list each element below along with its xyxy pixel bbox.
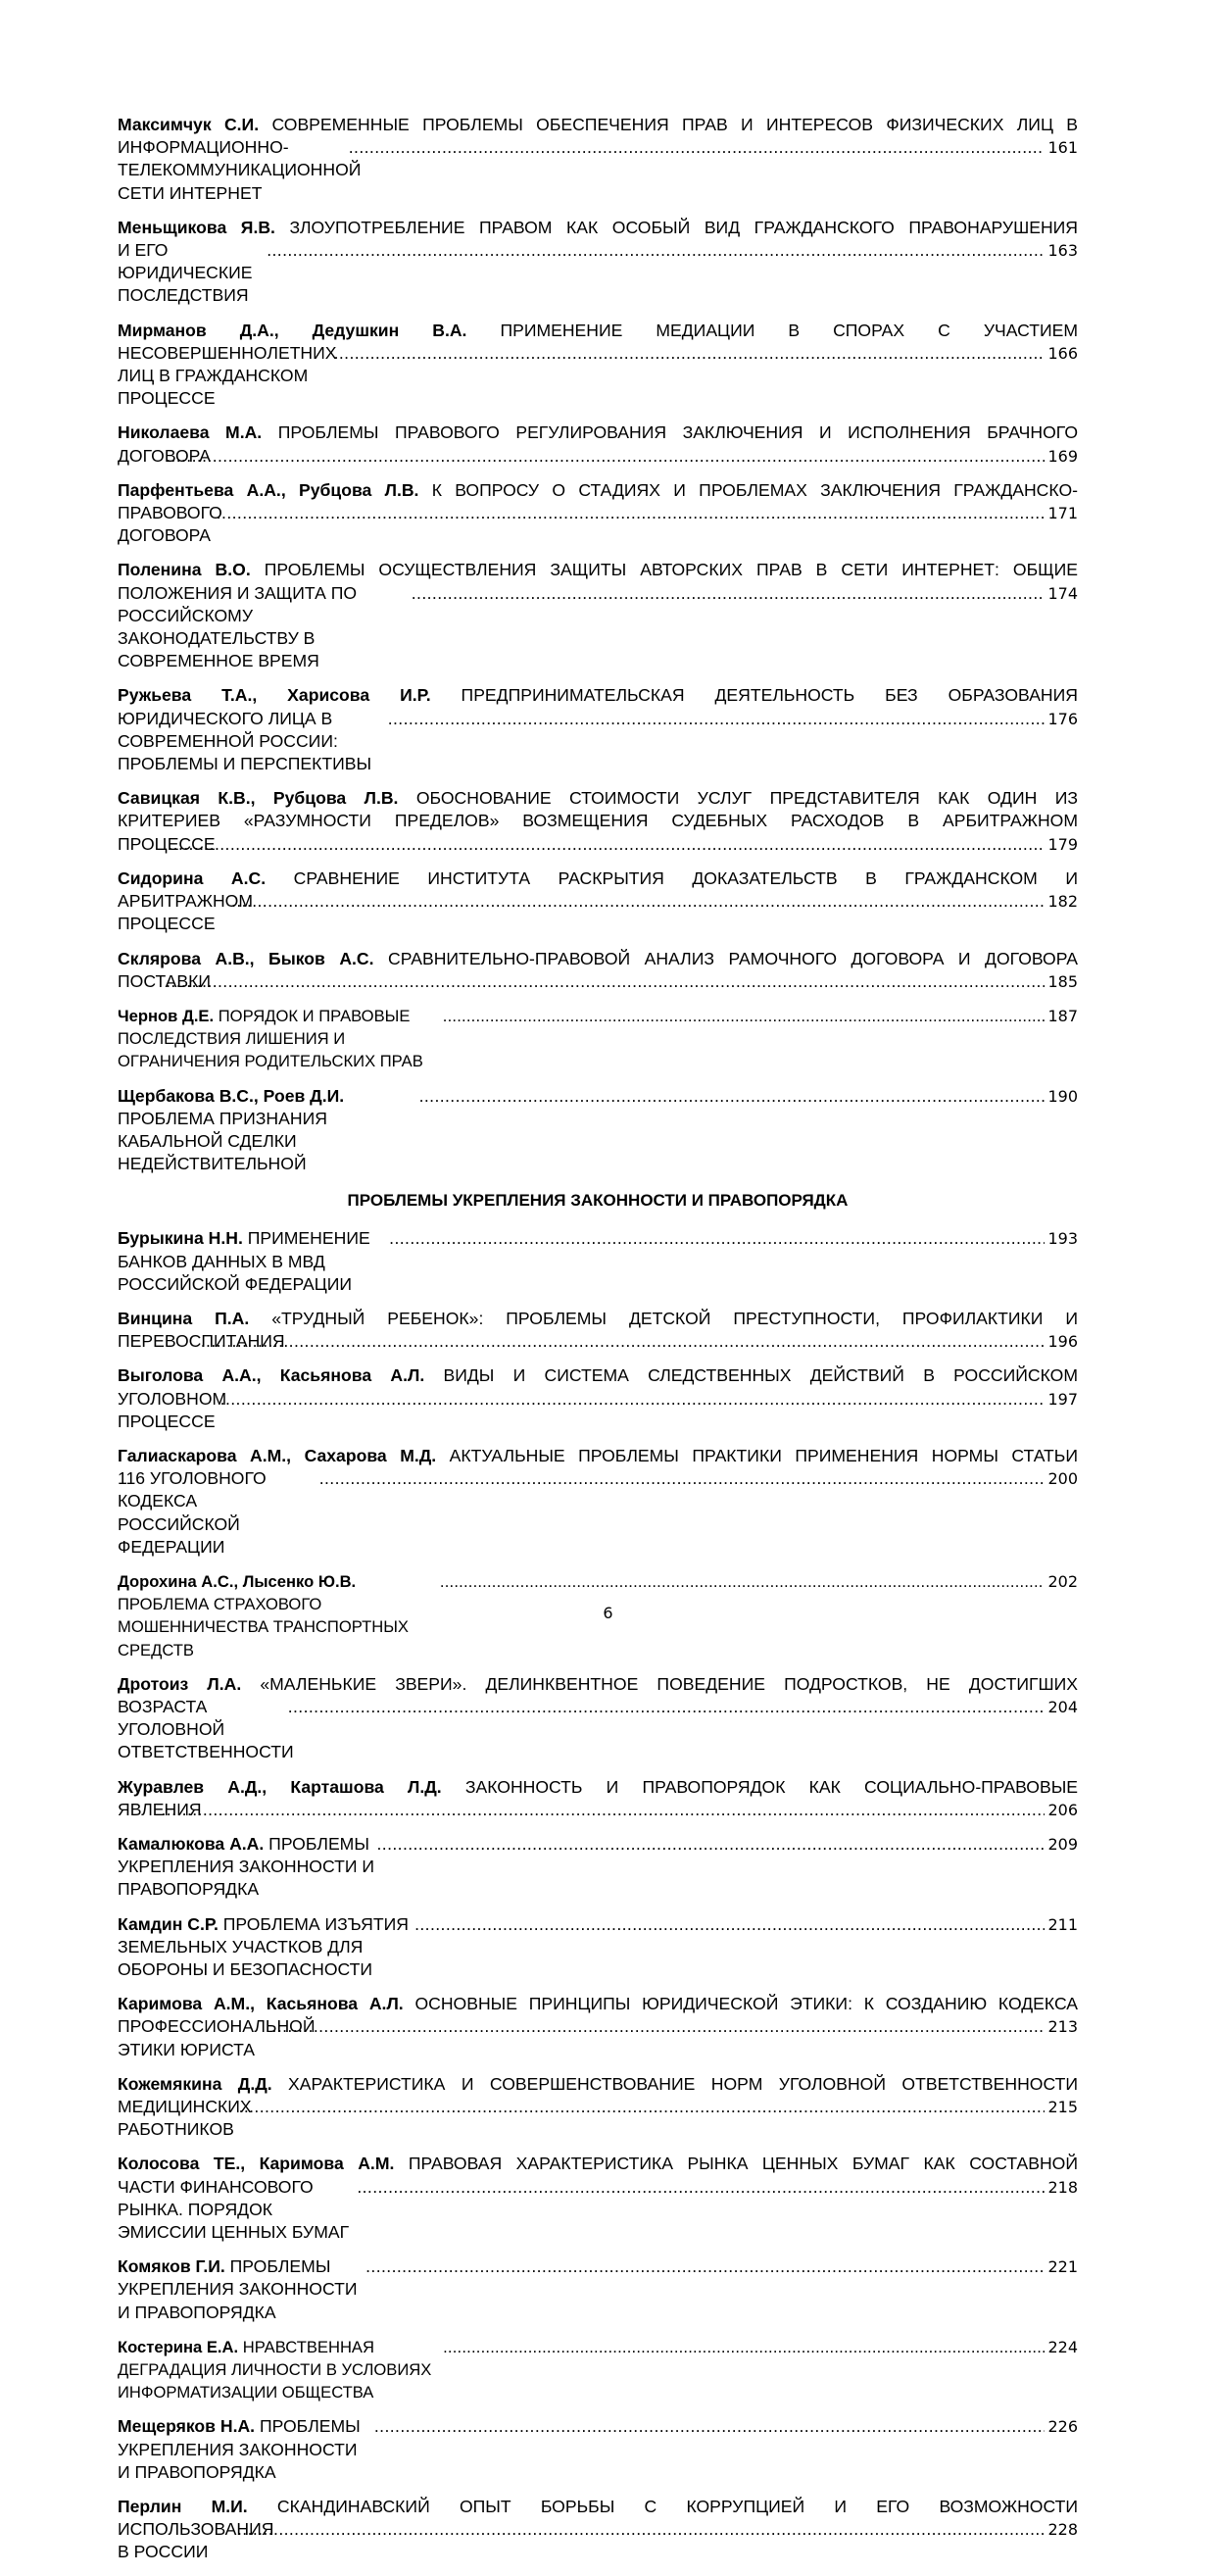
dot-leader (374, 2415, 1046, 2438)
toc-entry-first-line (118, 2496, 1078, 2518)
dot-leader (217, 502, 1046, 524)
toc-entry (118, 1364, 1078, 1433)
toc-entry-last-line (118, 1799, 1078, 1821)
toc-entry-page: 169 (1047, 446, 1078, 466)
toc-entry (118, 1833, 1078, 1902)
toc-entry-title-part: К ВОПРОСУ О СТАДИЯХ И ПРОБЛЕМАХ ЗАКЛЮЧЕНИЯ ГРАЖДАНСКО- (431, 479, 1078, 500)
toc-entry-last-line (118, 2518, 1078, 2563)
toc-entry-author: Выголова А.А., Касьянова А.Л. (118, 1365, 425, 1386)
page-number: 6 (603, 1604, 613, 1622)
toc-entry-title-part: ВИДЫ И СИСТЕМА СЛЕДСТВЕННЫХ ДЕЙСТВИЙ В РОССИЙСКОМ (443, 1365, 1079, 1386)
toc-entry-title-part: ПРИМЕНЕНИЕ МЕДИАЦИИ В СПОРАХ С УЧАСТИЕМ (500, 320, 1078, 340)
toc-entry (118, 217, 1078, 308)
toc-entry-title-part: ЗАКОННОСТЬ И ПРАВОПОРЯДОК КАК СОЦИАЛЬНО-ПРАВОВЫЕ (464, 1776, 1078, 1797)
toc-entry-title-part: ПРЕДПРИНИМАТЕЛЬСКАЯ ДЕЯТЕЛЬНОСТЬ БЕЗ ОБРАЗОВАНИЯ (461, 685, 1078, 706)
dot-leader (389, 1227, 1045, 1250)
toc-entry-title-part: ИСПОЛЬЗОВАНИЯ В РОССИИ (118, 2519, 274, 2562)
toc-entry-author: Дорохина А.С., Лысенко Ю.В. (118, 1571, 357, 1591)
dot-leader (239, 2096, 1046, 2118)
toc-entry-line (118, 2336, 1078, 2404)
toc-entry-line (118, 2415, 1078, 2484)
toc-entry-last-line (118, 342, 1078, 411)
toc-entry-page: 206 (1047, 1800, 1078, 1819)
toc-entry-first-line (118, 1308, 1078, 1330)
section-heading: ПРОБЛЕМЫ УКРЕПЛЕНИЯ ЗАКОННОСТИ И ПРАВОПОРЯДКА (347, 1191, 849, 1211)
toc-entry-page: 204 (1047, 1697, 1078, 1716)
toc-entry-first-line (118, 421, 1078, 444)
toc-entry-author: Камалюкова А.А. (118, 1834, 265, 1854)
toc-entry (118, 2255, 1078, 2324)
toc-entry-title-part: КРИТЕРИЕВ «РАЗУМНОСТИ ПРЕДЕЛОВ» ВОЗМЕЩЕНИЯ СУДЕБНЫХ РАСХОДОВ В АРБИТРАЖНОМ (118, 811, 1078, 831)
toc-entry (118, 1445, 1078, 1559)
toc-entry-last-line (118, 970, 1078, 993)
dot-leader (272, 2015, 1046, 2038)
toc-entry-page: 182 (1047, 892, 1078, 912)
toc-entry-first-line (118, 1776, 1078, 1799)
toc-entry (118, 787, 1078, 856)
toc-entry-author: Перлин М.И. (118, 2497, 248, 2517)
toc-entry-page: 196 (1047, 1332, 1078, 1352)
toc-entry-title-part: НЕСОВЕРШЕННОЛЕТНИХ ЛИЦ В ГРАЖДАНСКОМ ПРОЦЕССЕ (118, 342, 337, 409)
toc-entry-page: 224 (1047, 2337, 1078, 2356)
toc-entry (118, 1673, 1078, 1764)
toc-entry (118, 684, 1078, 775)
toc-entry-author: Мещеряков Н.А. (118, 2416, 256, 2437)
toc-entry (118, 1913, 1078, 1982)
toc-entry-author: Камдин С.Р. (118, 1913, 219, 1934)
toc-entry-title-part: ПРОЦЕССЕ (118, 833, 216, 854)
toc-entry-author: Каримова А.М., Касьянова А.Л. (118, 1994, 404, 2014)
toc-entry-last-line (118, 833, 1078, 856)
dot-leader (162, 1799, 1046, 1821)
toc-entry (118, 1227, 1078, 1296)
dot-leader (443, 1005, 1046, 1027)
toc-entry-title-part: ПОЛОЖЕНИЯ И ЗАЩИТА ПО РОССИЙСКОМУ ЗАКОНОДАТЕЛЬСТВУ В СОВРЕМЕННОЕ ВРЕМЯ (118, 582, 358, 671)
toc-entry-page: 166 (1047, 343, 1078, 363)
toc-entry-last-line (118, 1330, 1078, 1353)
toc-entry-title: ПРОБЛЕМА ПРИЗНАНИЯ КАБАЛЬНОЙ СДЕЛКИ НЕДЕЙСТВИТЕЛЬНОЙ (118, 1108, 327, 1174)
toc-entry-author: Кожемякина Д.Д. (118, 2073, 272, 2094)
toc-entry-title-part: ОСНОВНЫЕ ПРИНЦИПЫ ЮРИДИЧЕСКОЙ ЭТИКИ: К СОЗДАНИЮ КОДЕКСА (414, 1994, 1079, 2014)
toc-entry-title-part: ПЕРЕВОСПИТАНИЯ (118, 1331, 285, 1352)
toc-entry-last-line (118, 2015, 1078, 2060)
toc-entry-page: 211 (1047, 1914, 1078, 1934)
toc-entry-first-line (118, 948, 1078, 970)
toc-entry-page: 176 (1047, 709, 1078, 728)
toc-entry-author: Максимчук С.И. (118, 115, 260, 134)
toc-entry-title-part: 116 УГОЛОВНОГО КОДЕКСА РОССИЙСКОЙ ФЕДЕРАЦИИ (118, 1468, 267, 1557)
dot-leader (419, 1085, 1046, 1108)
toc-entry-author: Склярова А.В., Быков А.С. (118, 948, 374, 968)
dot-leader (443, 2336, 1045, 2358)
toc-entry-title-part: ЧАСТИ ФИНАНСОВОГО РЫНКА. ПОРЯДОК ЭМИССИИ ЦЕННЫХ БУМАГ (118, 2176, 350, 2243)
toc-entry-title-part: ЯВЛЕНИЯ (118, 1799, 202, 1819)
dot-leader (357, 2176, 1045, 2199)
toc-entry-page: 187 (1047, 1006, 1078, 1025)
toc-entry-title: ПРИМЕНЕНИЕ БАНКОВ ДАННЫХ В МВД РОССИЙСКОЙ ФЕДЕРАЦИИ (118, 1228, 370, 1294)
toc-entry-last-line (118, 239, 1078, 308)
toc-entry-author: Мирманов Д.А., Дедушкин В.А. (118, 320, 467, 340)
toc-entry-text (118, 1005, 443, 1073)
toc-entry-page: 202 (1047, 1571, 1078, 1591)
toc-entry-first-line (118, 2153, 1078, 2175)
toc-entry-first-line (118, 684, 1078, 707)
toc-entry (118, 320, 1078, 411)
toc-entry-page: 209 (1047, 1835, 1078, 1854)
toc-entry-author: Поленина В.О. (118, 560, 251, 580)
toc-entry-page: 200 (1047, 1469, 1078, 1489)
toc-entry-title-part: ПРОБЛЕМЫ ОСУЩЕСТВЛЕНИЯ ЗАЩИТЫ АВТОРСКИХ ПРАВ В СЕТИ ИНТЕРНЕТ: ОБЩИЕ (264, 560, 1078, 580)
toc-entry-author: Костерина Е.А. (118, 2337, 239, 2356)
toc-entry-first-line (118, 1445, 1078, 1467)
dot-leader (288, 1696, 1046, 1718)
toc-entry-author: Колосова ТЕ., Каримова А.М. (118, 2154, 395, 2174)
toc-entry-first-line (118, 217, 1078, 239)
toc-entry (118, 421, 1078, 467)
toc-entry (118, 1776, 1078, 1821)
toc-entry-author: Меньщикова Я.В. (118, 217, 275, 237)
toc-entry-title-part: ИНФОРМАЦИОННО-ТЕЛЕКОММУНИКАЦИОННОЙ СЕТИ ИНТЕРНЕТ (118, 137, 362, 203)
toc-entry-page: 179 (1047, 834, 1078, 854)
toc-entry-first-line (118, 1364, 1078, 1387)
toc-entry-line (118, 1005, 1078, 1073)
toc-entry (118, 1005, 1078, 1073)
toc-entry-title-part: ЗЛОУПОТРЕБЛЕНИЕ ПРАВОМ КАК ОСОБЫЙ ВИД ГРАЖДАНСКОГО ПРАВОНАРУШЕНИЯ (289, 217, 1078, 237)
toc-entry-text (118, 2255, 365, 2324)
dot-leader (319, 1467, 1046, 1490)
toc-entry-author: Николаева М.А. (118, 422, 263, 443)
toc-entry-author: Щербакова В.С., Роев Д.И. (118, 1085, 345, 1106)
toc-entry-title-part: ОБОСНОВАНИЕ СТОИМОСТИ УСЛУГ ПРЕДСТАВИТЕЛЯ КАК ОДИН ИЗ (415, 788, 1078, 809)
toc-entry-text (118, 1913, 414, 1982)
dot-leader (414, 1913, 1045, 1936)
toc-entry-first-line (118, 479, 1078, 502)
dot-leader (201, 1330, 1046, 1353)
toc-group-law-and-order (118, 1227, 1078, 2563)
toc-entry-author: Винцина П.А. (118, 1308, 250, 1328)
toc-entry (118, 2073, 1078, 2142)
toc-entry-title: ПРОБЛЕМЫ УКРЕПЛЕНИЯ ЗАКОННОСТИ И ПРАВОПОРЯДКА (118, 2416, 361, 2482)
toc-entry-last-line (118, 890, 1078, 935)
toc-entry-last-line (118, 136, 1078, 205)
toc-entry-title-part: ПРАВОВАЯ ХАРАКТЕРИСТИКА РЫНКА ЦЕННЫХ БУМАГ КАК СОСТАВНОЙ (408, 2154, 1078, 2174)
toc-entry (118, 1993, 1078, 2061)
toc-entry-first-line (118, 1993, 1078, 2015)
toc-entry-title: ПРОБЛЕМА ИЗЪЯТИЯ ЗЕМЕЛЬНЫХ УЧАСТКОВ ДЛЯ ОБОРОНЫ И БЕЗОПАСНОСТИ (118, 1913, 409, 1980)
toc-entry-author: Савицкая К.В., Рубцова Л.В. (118, 788, 399, 809)
toc-entry-page: 193 (1047, 1229, 1078, 1249)
dot-leader (440, 1570, 1046, 1593)
toc-entry (118, 1308, 1078, 1353)
toc-entry-first-line (118, 2073, 1078, 2096)
toc-entry (118, 479, 1078, 548)
dot-leader (267, 239, 1045, 262)
toc-entry-title-part: ДОГОВОРА (118, 445, 211, 466)
dot-leader (349, 136, 1046, 159)
toc-entry-author: Сидорина А.С. (118, 867, 267, 888)
toc-entry-title-part: МЕДИЦИНСКИХ РАБОТНИКОВ (118, 2097, 252, 2140)
toc-entry-last-line (118, 445, 1078, 468)
toc-entry-text (118, 1085, 419, 1176)
toc-entry (118, 2336, 1078, 2404)
toc-entry-page: 221 (1047, 2257, 1078, 2277)
dot-leader (377, 1833, 1046, 1856)
toc-entry-page: 190 (1047, 1086, 1078, 1106)
table-of-contents (118, 114, 1078, 2576)
toc-entry (118, 1085, 1078, 1176)
toc-group-civil-law (118, 114, 1078, 1175)
toc-entry-author: Дротоиз Л.А. (118, 1673, 242, 1694)
toc-entry-title-part: СРАВНЕНИЕ ИНСТИТУТА РАСКРЫТИЯ ДОКАЗАТЕЛЬСТВ В ГРАЖДАНСКОМ И (293, 867, 1078, 888)
toc-entry-title-part: УГОЛОВНОМ ПРОЦЕССЕ (118, 1388, 227, 1431)
toc-entry-line (118, 1833, 1078, 1902)
toc-entry-title-part: СКАНДИНАВСКИЙ ОПЫТ БОРЬБЫ С КОРРУПЦИЕЙ И ЕГО ВОЗМОЖНОСТИ (276, 2497, 1079, 2517)
dot-leader (166, 970, 1045, 993)
toc-entry-page: 215 (1047, 2098, 1078, 2117)
toc-entry-title-part: АРБИТРАЖНОМ ПРОЦЕССЕ (118, 891, 253, 934)
toc-entry-page: 218 (1047, 2177, 1078, 2197)
toc-entry-last-line (118, 2176, 1078, 2245)
toc-entry-title: ПРОБЛЕМА СТРАХОВОГО МОШЕННИЧЕСТВА ТРАНСПОРТНЫХ СРЕДСТВ (118, 1595, 409, 1660)
toc-entry-page: 213 (1047, 2017, 1078, 2037)
toc-entry-line (118, 1227, 1078, 1296)
dot-leader (237, 2518, 1045, 2541)
toc-entry (118, 2153, 1078, 2244)
toc-entry (118, 867, 1078, 936)
toc-entry-page: 185 (1047, 971, 1078, 991)
toc-entry-title-part: СОВРЕМЕННЫЕ ПРОБЛЕМЫ ОБЕСПЕЧЕНИЯ ПРАВ И ИНТЕРЕСОВ ФИЗИЧЕСКИХ ЛИЦ В (271, 115, 1079, 134)
toc-entry-title-part: И ЕГО ЮРИДИЧЕСКИЕ ПОСЛЕДСТВИЯ (118, 240, 253, 306)
toc-entry-author: Комяков Г.И. (118, 2256, 225, 2277)
toc-entry-title-part: ПРАВОВОГО ДОГОВОРА (118, 503, 222, 546)
toc-entry-title-part: ПРОБЛЕМЫ ПРАВОВОГО РЕГУЛИРОВАНИЯ ЗАКЛЮЧЕНИЯ И ИСПОЛНЕНИЯ БРАЧНОГО (277, 422, 1079, 443)
toc-entry-last-line (118, 2096, 1078, 2141)
dot-leader (412, 582, 1046, 605)
toc-entry-author: Ружьева Т.А., Харисова И.Р. (118, 685, 431, 706)
toc-entry-page: 174 (1047, 583, 1078, 603)
toc-entry-text (118, 2415, 374, 2484)
toc-entry-title-part: ХАРАКТЕРИСТИКА И СОВЕРШЕНСТВОВАНИЕ НОРМ УГОЛОВНОЙ ОТВЕТСТВЕННОСТИ (288, 2073, 1078, 2094)
toc-entry-first-line (118, 1673, 1078, 1696)
toc-entry-text (118, 2336, 443, 2404)
toc-entry-first-line (118, 787, 1078, 810)
toc-entry-page: 197 (1047, 1389, 1078, 1409)
toc-entry-first-line (118, 320, 1078, 342)
toc-entry-title-part: СРАВНИТЕЛЬНО-ПРАВОВОЙ АНАЛИЗ РАМОЧНОГО ДОГОВОРА И ДОГОВОРА (387, 948, 1079, 968)
toc-entry-author: Чернов Д.Е. (118, 1006, 215, 1025)
toc-entry-page: 161 (1047, 138, 1078, 158)
toc-entry-page: 228 (1047, 2520, 1078, 2540)
toc-entry-line (118, 2255, 1078, 2324)
toc-entry-author: Журавлев А.Д., Карташова Л.Д. (118, 1776, 442, 1797)
toc-entry-title-part: ПРОФЕССИОНАЛЬНОЙ ЭТИКИ ЮРИСТА (118, 2016, 316, 2059)
toc-entry-first-line (118, 114, 1078, 136)
toc-entry-title-part: «МАЛЕНЬКИЕ ЗВЕРИ». ДЕЛИНКВЕНТНОЕ ПОВЕДЕНИЕ ПОДРОСТКОВ, НЕ ДОСТИГШИХ (260, 1673, 1079, 1694)
toc-entry-title-part: ПОСТАВКИ (118, 970, 211, 991)
toc-entry-title: ПОРЯДОК И ПРАВОВЫЕ ПОСЛЕДСТВИЯ ЛИШЕНИЯ И ОГРАНИЧЕНИЯ РОДИТЕЛЬСКИХ ПРАВ (118, 1006, 423, 1071)
dot-leader (166, 445, 1045, 468)
toc-entry-author: Галиаскарова А.М., Сахарова М.Д. (118, 1445, 437, 1465)
toc-entry-title-part: ВОЗРАСТА УГОЛОВНОЙ ОТВЕТСТВЕННОСТИ (118, 1696, 294, 1762)
dot-leader (168, 833, 1045, 856)
toc-entry-last-line (118, 582, 1078, 673)
toc-entry-last-line (118, 1388, 1078, 1433)
toc-entry (118, 2415, 1078, 2484)
toc-entry-title: НРАВСТВЕННАЯ ДЕГРАДАЦИЯ ЛИЧНОСТИ В УСЛОВИЯХ ИНФОРМАТИЗАЦИИ ОБЩЕСТВА (118, 2337, 432, 2403)
toc-entry-title: ПРОБЛЕМЫ УКРЕПЛЕНИЯ ЗАКОННОСТИ И ПРАВОПОРЯДКА (118, 1834, 375, 1900)
toc-entry-title-part: «ТРУДНЫЙ РЕБЕНОК»: ПРОБЛЕМЫ ДЕТСКОЙ ПРЕСТУПНОСТИ, ПРОФИЛАКТИКИ И (271, 1308, 1079, 1328)
toc-entry-line (118, 1913, 1078, 1982)
toc-entry-last-line (118, 1467, 1078, 1559)
toc-entry-title-part: ЮРИДИЧЕСКОГО ЛИЦА В СОВРЕМЕННОЙ РОССИИ: ПРОБЛЕМЫ И ПЕРСПЕКТИВЫ (118, 708, 372, 774)
toc-entry-first-line (118, 559, 1078, 581)
toc-entry-first-line (118, 867, 1078, 890)
dot-leader (231, 890, 1045, 913)
toc-entry-text (118, 1227, 389, 1296)
toc-entry-page: 226 (1047, 2417, 1078, 2437)
toc-entry-last-line (118, 502, 1078, 547)
toc-entry-title-part: АКТУАЛЬНЫЕ ПРОБЛЕМЫ ПРАКТИКИ ПРИМЕНЕНИЯ НОРМЫ СТАТЬИ (449, 1445, 1078, 1465)
toc-entry (118, 2496, 1078, 2564)
toc-entry-last-line (118, 1696, 1078, 1764)
toc-entry-author: Парфентьева А.А., Рубцова Л.В. (118, 479, 419, 500)
dot-leader (388, 708, 1046, 730)
toc-entry-text (118, 1833, 377, 1902)
toc-entry-page: 163 (1047, 241, 1078, 261)
toc-entry-last-line (118, 708, 1078, 776)
dot-leader (365, 2255, 1045, 2278)
dot-leader (334, 342, 1046, 365)
toc-entry-author: Бурыкина Н.Н. (118, 1228, 243, 1249)
toc-entry (118, 559, 1078, 672)
toc-entry (118, 114, 1078, 205)
toc-entry-title: ПРОБЛЕМЫ УКРЕПЛЕНИЯ ЗАКОННОСТИ И ПРАВОПОРЯДКА (118, 2256, 358, 2322)
toc-entry-page: 171 (1047, 504, 1078, 523)
toc-entry-line (118, 1085, 1078, 1176)
toc-entry (118, 948, 1078, 993)
dot-leader (220, 1388, 1046, 1411)
